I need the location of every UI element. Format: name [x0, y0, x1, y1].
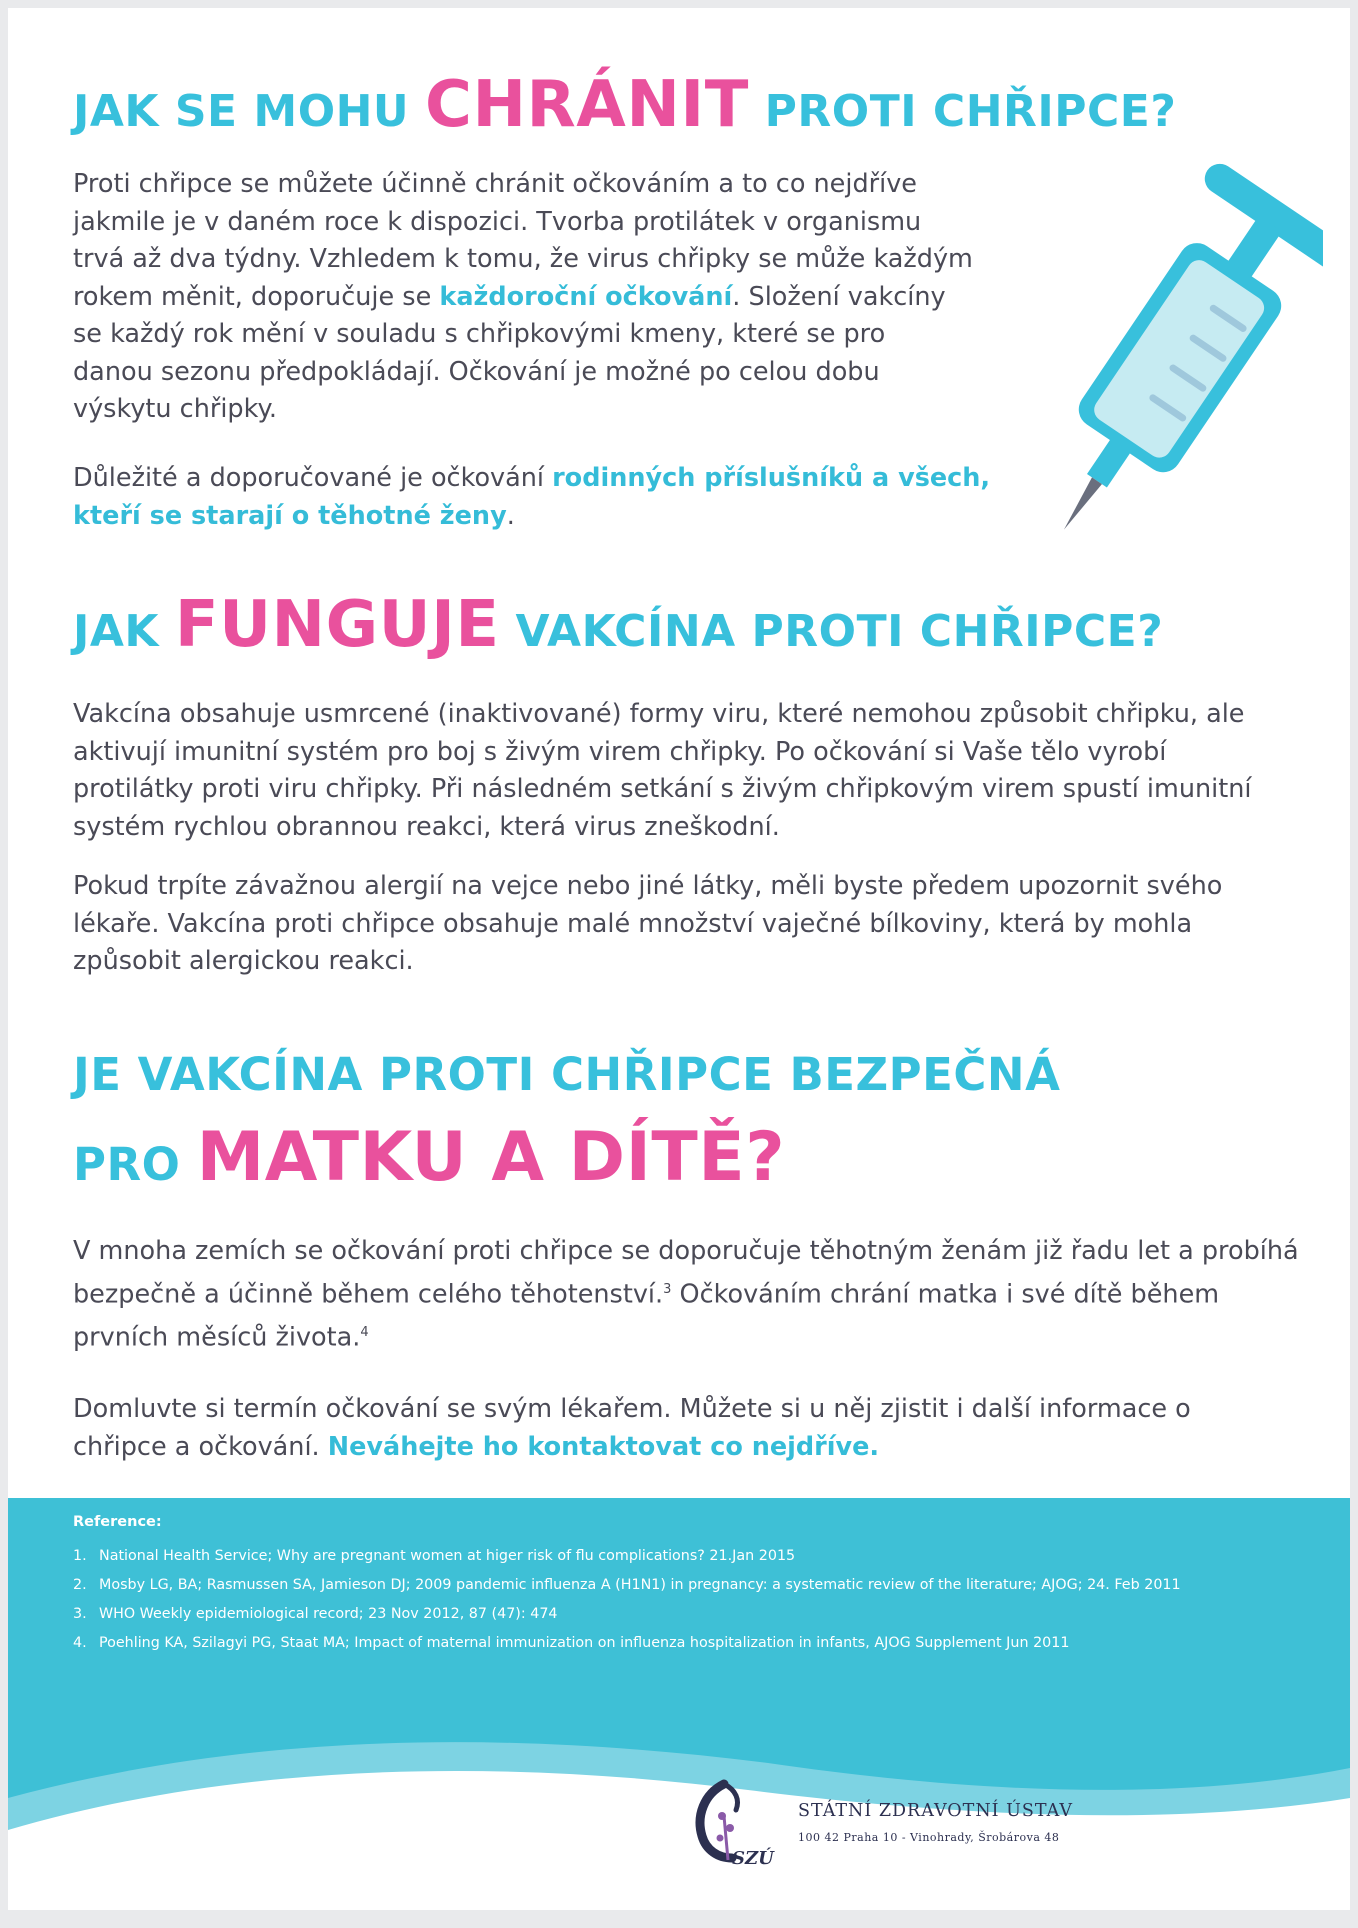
footnote-ref: 3	[663, 1281, 672, 1297]
reference-item	[73, 1600, 1181, 1629]
heading-how-works	[73, 588, 1163, 662]
highlight-annual-vaccination: každoroční očkování	[439, 281, 733, 312]
references-footer	[8, 1498, 1350, 1910]
reference-item	[73, 1542, 1181, 1571]
text-span: Důležité a doporučované je očkování	[73, 463, 553, 493]
flyer-page	[8, 8, 1350, 1910]
organization-address: 100 42 Praha 10 - Vinohrady, Šrobárova 48	[798, 1831, 1060, 1844]
heading-accent: FUNGUJE	[174, 588, 500, 662]
heading-accent: CHRÁNIT	[424, 68, 749, 142]
reference-text: WHO Weekly epidemiological record; 23 Nov 2012, 87 (47): 474	[99, 1606, 558, 1622]
heading-safety-line1: JE VAKCÍNA PROTI CHŘIPCE BEZPEČNÁ	[73, 1048, 1061, 1101]
reference-item	[73, 1629, 1181, 1658]
reference-item	[73, 1571, 1181, 1600]
heading-part: VAKCÍNA PROTI CHŘIPCE?	[499, 606, 1164, 657]
heading-part: JAK SE MOHU	[73, 86, 425, 137]
logo-abbreviation: SZÚ	[732, 1848, 774, 1869]
text-span: Domluvte si termín očkování se svým lékařem. Můžete si u něj zjistit i další informace o chřipce a očkování.	[73, 1394, 1191, 1462]
references-list	[73, 1542, 1181, 1658]
organization-name: STÁTNÍ ZDRAVOTNÍ ÚSTAV	[798, 1801, 1073, 1821]
text-span: . Složení vakcíny se každý rok mění v souladu s chřipkovými kmeny, které se pro danou sezonu předpokládají. Očkování je možné po celou dobu výskytu chřipky.	[73, 281, 946, 424]
reference-number: 3.	[73, 1606, 87, 1622]
paragraph-protection	[73, 166, 973, 429]
heading-part: JAK	[73, 606, 175, 657]
text-span: V mnoha zemích se očkování proti chřipce se doporučuje těhotným ženám již řadu let a probíhá bezpečně a účinně během celého těhotenství.	[73, 1236, 1299, 1309]
szu-emblem-icon	[684, 1776, 789, 1871]
heading-accent: MATKU A DÍTĚ?	[196, 1118, 786, 1197]
paragraph-family	[73, 460, 1003, 535]
reference-number: 2.	[73, 1577, 87, 1593]
syringe-icon	[1023, 158, 1323, 578]
reference-number: 1.	[73, 1548, 87, 1564]
szu-logo	[684, 1776, 1073, 1871]
heading-part: PROTI CHŘIPCE?	[748, 86, 1177, 137]
text-span: Očkováním chrání matka i své dítě během prvních měsíců života.	[73, 1279, 1220, 1352]
highlight-family-members: rodinných příslušníků a všech, kteří se starají o těhotné ženy	[73, 463, 991, 531]
heading-how-protect	[73, 68, 1176, 142]
references-title: Reference:	[73, 1514, 162, 1530]
paragraph-pregnancy	[73, 1233, 1303, 1357]
heading-safety-line2	[73, 1118, 785, 1197]
heading-part: PRO	[73, 1138, 197, 1191]
footnote-ref: 4	[360, 1324, 369, 1340]
text-span: .	[506, 500, 515, 531]
highlight-contact-doctor: Neváhejte ho kontaktovat co nejdříve.	[327, 1431, 880, 1462]
text-span: Proti chřipce se můžete účinně chránit očkováním a to co nejdříve jakmile je v daném roce k dispozici. Tvorba protilátek v organismu trvá až dva týdny. Vzhledem k tomu, že virus chřipky se může každým rokem měnit, doporučuje se	[73, 169, 973, 312]
reference-text: National Health Service; Why are pregnant women at higer risk of flu complications? 21.Jan 2015	[99, 1548, 796, 1564]
paragraph-allergy: Pokud trpíte závažnou alergií na vejce nebo jiné látky, měli byste předem upozornit svého lékaře. Vakcína proti chřipce obsahuje malé množství vaječné bílkoviny, která by mohla způsobit alergickou reakci.	[73, 871, 1223, 976]
reference-text: Poehling KA, Szilagyi PG, Staat MA; Impact of maternal immunization on influenza hospitalization in infants, AJOG Supplement Jun 2011	[99, 1635, 1070, 1651]
paragraph-vaccine-content: Vakcína obsahuje usmrcené (inaktivované) formy viru, které nemohou způsobit chřipku, ale aktivují imunitní systém pro boj s živým virem chřipky. Po očkování si Vaše tělo vyrobí protilátky proti viru chřipky. Při následném setkání s živým chřipkovým virem spustí imunitní systém rychlou obrannou reakci, která virus zneškodní.	[73, 699, 1252, 842]
reference-number: 4.	[73, 1635, 87, 1651]
reference-text: Mosby LG, BA; Rasmussen SA, Jamieson DJ; 2009 pandemic influenza A (H1N1) in pregnancy: a systematic review of the literature; AJOG; 24. Feb 2011	[99, 1577, 1181, 1593]
paragraph-contact	[73, 1391, 1203, 1466]
